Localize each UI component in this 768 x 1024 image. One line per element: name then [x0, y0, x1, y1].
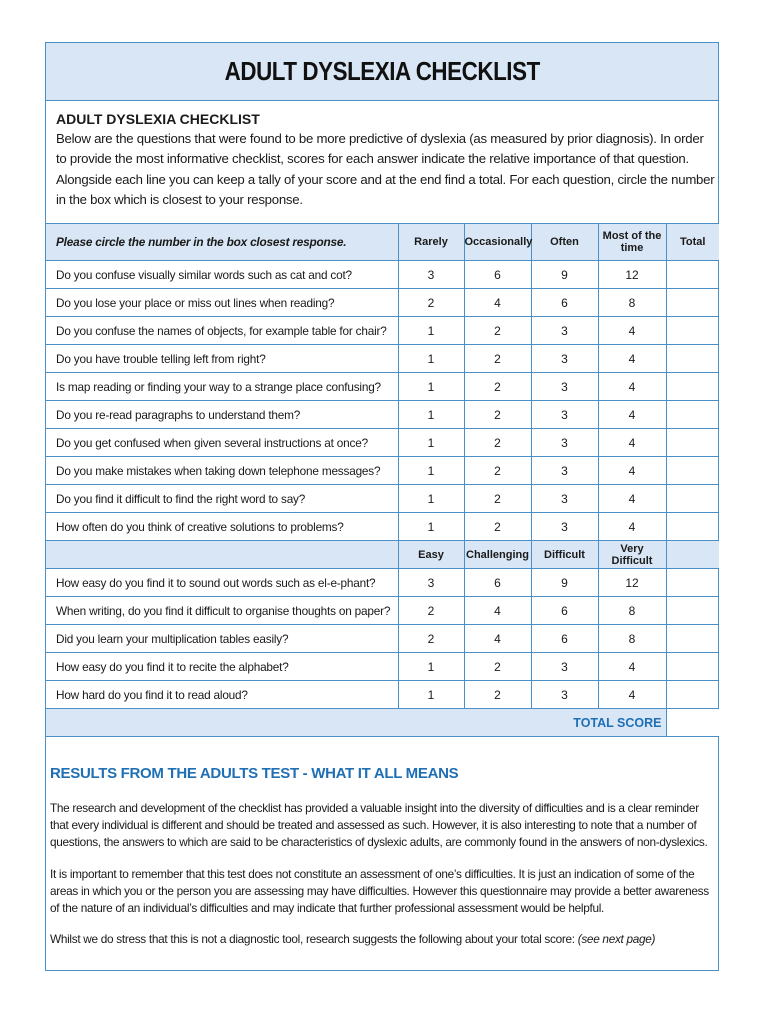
- score-option[interactable]: 3: [531, 485, 598, 513]
- question-text: How easy do you find it to sound out words such as el-e-phant?: [46, 569, 398, 597]
- score-option[interactable]: 4: [598, 345, 666, 373]
- row-total-cell[interactable]: [666, 261, 719, 289]
- score-option[interactable]: 1: [398, 485, 464, 513]
- row-total-cell[interactable]: [666, 625, 719, 653]
- row-total-cell[interactable]: [666, 569, 719, 597]
- question-text: Did you learn your multiplication tables easily?: [46, 625, 398, 653]
- score-option[interactable]: 9: [531, 261, 598, 289]
- question-text: Do you confuse the names of objects, for example table for chair?: [46, 317, 398, 345]
- question-text: When writing, do you find it difficult to organise thoughts on paper?: [46, 597, 398, 625]
- question-row: [46, 401, 719, 429]
- score-option[interactable]: 3: [531, 401, 598, 429]
- score-option[interactable]: 8: [598, 289, 666, 317]
- question-text: Do you find it difficult to find the right word to say?: [46, 485, 398, 513]
- question-text: How easy do you find it to recite the alphabet?: [46, 653, 398, 681]
- question-text: How often do you think of creative solutions to problems?: [46, 513, 398, 541]
- score-option[interactable]: 1: [398, 317, 464, 345]
- question-row: [46, 513, 719, 541]
- total-score-label: TOTAL SCORE: [46, 709, 666, 737]
- score-option[interactable]: 1: [398, 373, 464, 401]
- results-paragraph-3-text: Whilst we do stress that this is not a diagnostic tool, research suggests the following about your total score:: [50, 932, 578, 947]
- score-option[interactable]: 4: [598, 373, 666, 401]
- score-option[interactable]: 2: [464, 653, 531, 681]
- score-option[interactable]: 3: [531, 457, 598, 485]
- score-option[interactable]: 1: [398, 345, 464, 373]
- row-total-cell[interactable]: [666, 653, 719, 681]
- intro-section: [56, 111, 716, 210]
- score-option[interactable]: 2: [464, 681, 531, 709]
- score-option[interactable]: 2: [398, 289, 464, 317]
- score-option[interactable]: 1: [398, 681, 464, 709]
- question-text: Is map reading or finding your way to a strange place confusing?: [46, 373, 398, 401]
- score-option[interactable]: 3: [531, 429, 598, 457]
- score-option[interactable]: 1: [398, 401, 464, 429]
- row-total-cell[interactable]: [666, 401, 719, 429]
- header-very-difficult: Very Difficult: [598, 541, 666, 569]
- question-text: Do you make mistakes when taking down telephone messages?: [46, 457, 398, 485]
- question-row: [46, 457, 719, 485]
- page-title: ADULT DYSLEXIA CHECKLIST: [224, 56, 540, 86]
- score-option[interactable]: 8: [598, 597, 666, 625]
- question-row: [46, 261, 719, 289]
- score-option[interactable]: 4: [598, 457, 666, 485]
- row-total-cell[interactable]: [666, 513, 719, 541]
- score-option[interactable]: 6: [531, 597, 598, 625]
- score-option[interactable]: 2: [464, 457, 531, 485]
- score-option[interactable]: 3: [531, 653, 598, 681]
- score-option[interactable]: 3: [531, 681, 598, 709]
- table-header-row: [46, 224, 719, 261]
- intro-text: Below are the questions that were found to be more predictive of dyslexia (as measured by prior diagnosis). In order to provide the most informative checklist, scores for each answer indicate the relative importance of that question. Alongside each line you can keep a tally of your score and at the end find a total. For each question, circle the number in the box which is closest to your response.: [56, 131, 715, 207]
- row-total-cell[interactable]: [666, 457, 719, 485]
- question-row: [46, 597, 719, 625]
- question-row: [46, 289, 719, 317]
- difficulty-header-row: [46, 541, 719, 569]
- question-text: How hard do you find it to read aloud?: [46, 681, 398, 709]
- score-option[interactable]: 4: [464, 289, 531, 317]
- total-score-row: [46, 709, 719, 737]
- score-option[interactable]: 4: [598, 485, 666, 513]
- total-score-cell[interactable]: [666, 709, 719, 737]
- score-option[interactable]: 2: [398, 625, 464, 653]
- score-option[interactable]: 4: [598, 317, 666, 345]
- row-total-cell[interactable]: [666, 317, 719, 345]
- score-option[interactable]: 1: [398, 457, 464, 485]
- header-total: Total: [666, 224, 719, 261]
- question-text: Do you confuse visually similar words such as cat and cot?: [46, 261, 398, 289]
- question-text: Do you get confused when given several instructions at once?: [46, 429, 398, 457]
- score-option[interactable]: 12: [598, 569, 666, 597]
- score-option[interactable]: 3: [531, 513, 598, 541]
- score-option[interactable]: 1: [398, 653, 464, 681]
- header-most-of-the-time: Most of the time: [598, 224, 666, 261]
- see-next-page-note: (see next page): [577, 932, 656, 947]
- score-option[interactable]: 4: [464, 625, 531, 653]
- score-option[interactable]: 1: [398, 513, 464, 541]
- row-total-cell[interactable]: [666, 485, 719, 513]
- score-option[interactable]: 2: [464, 401, 531, 429]
- question-text: Do you re-read paragraphs to understand them?: [46, 401, 398, 429]
- row-total-cell[interactable]: [666, 429, 719, 457]
- score-option[interactable]: 2: [398, 597, 464, 625]
- score-option[interactable]: 3: [531, 373, 598, 401]
- score-option[interactable]: 2: [464, 317, 531, 345]
- instruction-cell: Please circle the number in the box closest response.: [46, 224, 398, 261]
- question-text: Do you have trouble telling left from right?: [46, 345, 398, 373]
- question-row: [46, 569, 719, 597]
- score-option[interactable]: 4: [598, 429, 666, 457]
- score-option[interactable]: 2: [464, 513, 531, 541]
- blank-header-cell: [666, 541, 719, 569]
- score-option[interactable]: 3: [531, 345, 598, 373]
- results-paragraph-3: [50, 931, 718, 948]
- row-total-cell[interactable]: [666, 597, 719, 625]
- results-paragraph-1: The research and development of the checklist has provided a valuable insight into the diversity of difficulties and is a clear reminder that every individual is different and should be treated and assessed as such. However, it is also interesting to note that a number of questions, the answers to which are said to be characteristics of dyslexic adults, are commonly found in the answers of non-dyslexics.: [50, 801, 708, 850]
- score-option[interactable]: 6: [531, 625, 598, 653]
- results-section: [50, 765, 718, 962]
- row-total-cell[interactable]: [666, 289, 719, 317]
- header-difficult: Difficult: [531, 541, 598, 569]
- title-band: [46, 43, 718, 101]
- question-text: Do you lose your place or miss out lines when reading?: [46, 289, 398, 317]
- header-occasionally: Occasionally: [464, 224, 531, 261]
- score-option[interactable]: 12: [598, 261, 666, 289]
- question-row: [46, 429, 719, 457]
- checklist-table: [46, 223, 719, 737]
- question-row: [46, 653, 719, 681]
- question-row: [46, 317, 719, 345]
- score-option[interactable]: 8: [598, 625, 666, 653]
- score-option[interactable]: 2: [464, 429, 531, 457]
- score-option[interactable]: 4: [598, 653, 666, 681]
- score-option[interactable]: 2: [464, 345, 531, 373]
- score-option[interactable]: 4: [598, 681, 666, 709]
- score-option[interactable]: 3: [398, 261, 464, 289]
- score-option[interactable]: 4: [598, 513, 666, 541]
- score-option[interactable]: 4: [464, 597, 531, 625]
- blank-header-cell: [46, 541, 398, 569]
- score-option[interactable]: 6: [531, 289, 598, 317]
- question-row: [46, 345, 719, 373]
- score-option[interactable]: 2: [464, 373, 531, 401]
- results-heading: RESULTS FROM THE ADULTS TEST - WHAT IT ALL MEANS: [50, 765, 459, 782]
- header-easy: Easy: [398, 541, 464, 569]
- score-option[interactable]: 6: [464, 569, 531, 597]
- checklist-frame: [45, 42, 719, 971]
- row-total-cell[interactable]: [666, 681, 719, 709]
- question-row: [46, 373, 719, 401]
- question-row: [46, 681, 719, 709]
- score-option[interactable]: 3: [531, 317, 598, 345]
- score-option[interactable]: 6: [464, 261, 531, 289]
- intro-heading: ADULT DYSLEXIA CHECKLIST: [56, 111, 260, 127]
- score-option[interactable]: 1: [398, 429, 464, 457]
- results-paragraph-2: It is important to remember that this test does not constitute an assessment of one’s difficulties. It is just an indication of some of the areas in which you or the person you are assessing may have difficulties. However this questionnaire may provide a better awareness of the nature of an individual’s difficulties and may indicate that further professional assessment would be helpful.: [50, 866, 709, 916]
- header-rarely: Rarely: [398, 224, 464, 261]
- row-total-cell[interactable]: [666, 345, 719, 373]
- score-option[interactable]: 3: [398, 569, 464, 597]
- score-option[interactable]: 2: [464, 485, 531, 513]
- question-row: [46, 625, 719, 653]
- header-often: Often: [531, 224, 598, 261]
- question-row: [46, 485, 719, 513]
- row-total-cell[interactable]: [666, 373, 719, 401]
- header-challenging: Challenging: [464, 541, 531, 569]
- score-option[interactable]: 4: [598, 401, 666, 429]
- score-option[interactable]: 9: [531, 569, 598, 597]
